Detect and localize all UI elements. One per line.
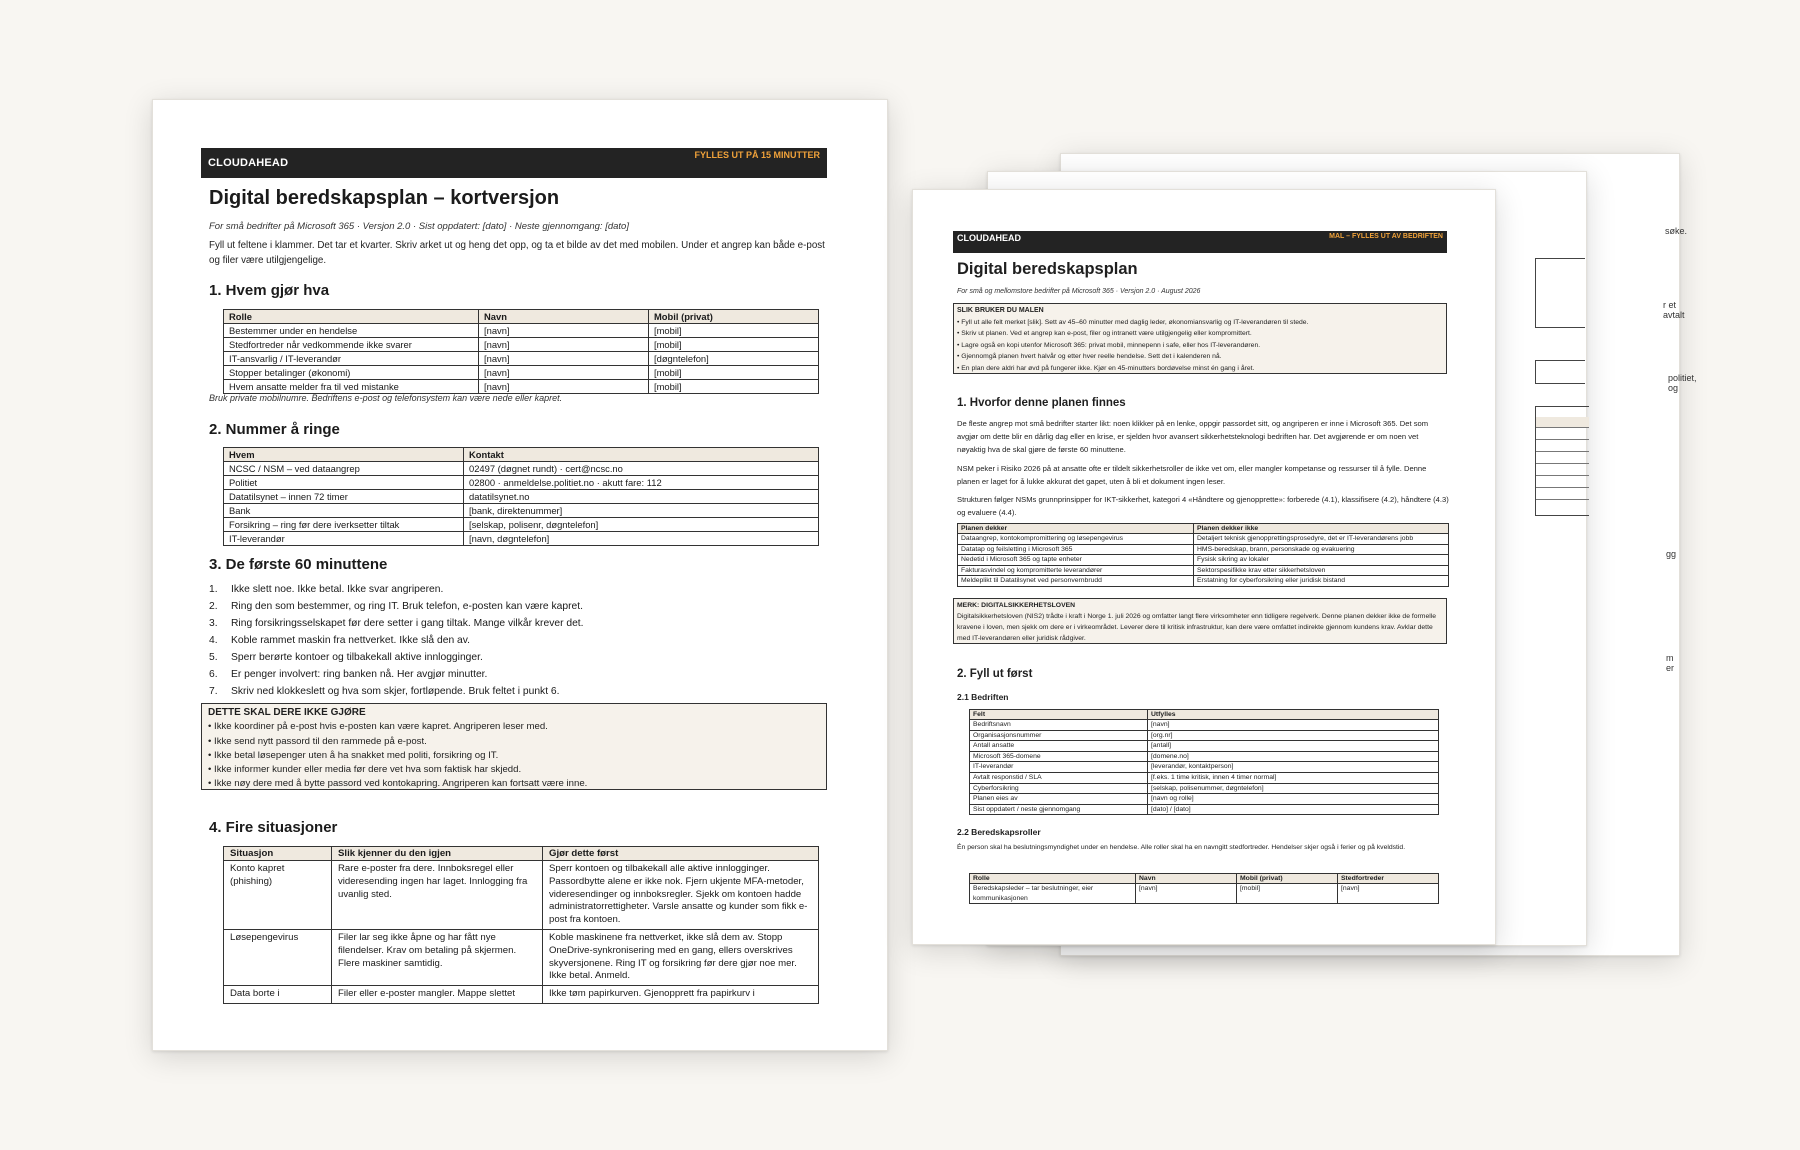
table-cell: [navn] (1136, 884, 1237, 904)
step-text: Ring den som bestemmer, og ring IT. Bruk telefon, e-posten kan være kapret. (231, 601, 583, 612)
header-bar (953, 231, 1447, 253)
table-cell: Avtalt responstid / SLA (970, 772, 1148, 783)
brand-name: CLOUDAHEAD (208, 157, 289, 169)
fragment-text: politiet, og (1668, 373, 1697, 393)
step-number: 5. (209, 652, 218, 663)
table-cell: Sektorspesifikke krav etter sikkerhetsloven (1194, 565, 1449, 576)
step-number: 1. (209, 584, 218, 595)
section-heading: 1. Hvorfor denne planen finnes (957, 397, 1126, 409)
paragraph: De fleste angrep mot små bedrifter starter likt: noen klikker på en lenke, oppgir passordet sitt, og angriperen er inne i Microsoft 365. Det som avgjør om dette blir en dårlig dag eller en krise, er sjelden hvor avansert sikkerhetsteknologi bedriften har. Det avgjørende er om noen vet nøyaktig hva de skal gjøre de første 60 minuttene. (957, 419, 1429, 455)
table-cell: [mobil] (649, 338, 819, 352)
warning-item: • Ikke betal løsepenger uten å ha snakket med politi, forsikring og IT. (208, 749, 499, 761)
table-cell: [navn] (1148, 720, 1439, 731)
table-cell: Ikke tøm papirkurven. Gjenopprett fra papirkurv i (543, 986, 819, 1004)
column-header: Situasjon (224, 847, 332, 861)
table-row (224, 338, 819, 352)
howto-item: • Skriv ut planen. Ved et angrep kan e-post, filer og intranett være utilgjengelig eller kompromittert. (957, 330, 1252, 337)
table-cell: Filer lar seg ikke åpne og har fått nye filendelser. Krav om betaling på skjermen. Flere maskiner samtidig. (332, 929, 543, 985)
table-cell: [mobil] (649, 380, 819, 394)
section-heading: 1. Hvem gjør hva (209, 282, 330, 299)
table-row (970, 783, 1439, 794)
table-cell: IT-leverandør (224, 532, 464, 546)
step-text: Skriv ned klokkeslett og hva som skjer, fortløpende. Bruk feltet i punkt 6. (231, 686, 560, 697)
howto-box (953, 303, 1447, 374)
table-cell: Fakturasvindel og kompromitterte leverandører (958, 565, 1194, 576)
table-cell: Fysisk sikring av lokaler (1194, 555, 1449, 566)
step-text: Ring forsikringsselskapet før dere setter i gang tiltak. Mange vilkår krever det. (231, 618, 584, 629)
table-cell: datatilsynet.no (464, 490, 819, 504)
table-cell: Bedriftsnavn (970, 720, 1148, 731)
column-header: Gjør dette først (543, 847, 819, 861)
howto-item: • En plan dere aldri har øvd på fungerer ikke. Kjør en 45-minutters bordøvelse minst én gang i året. (957, 364, 1255, 372)
table-cell: Microsoft 365-domene (970, 751, 1148, 762)
intro-text: Fyll ut feltene i klammer. Det tar et kvarter. Skriv arket ut og heng det opp, og ta et bilde av det med mobilen. Under et angrep kan både e-post og filer være utilgjengelige. (209, 240, 825, 266)
table-row (224, 504, 819, 518)
table-cell: Stedfortreder når vedkommende ikke svarer (224, 338, 479, 352)
table-cell: [bank, direktenummer] (464, 504, 819, 518)
table-fragment (1535, 406, 1589, 516)
brand-name: CLOUDAHEAD (957, 233, 1021, 243)
table-cell: Datatap og feilsletting i Microsoft 365 (958, 544, 1194, 555)
table-cell: Politiet (224, 476, 464, 490)
roles-table (969, 873, 1439, 904)
notice-box (953, 598, 1447, 644)
table-cell: Cyberforsikring (970, 783, 1148, 794)
contacts-table (223, 447, 819, 546)
table-cell: Data borte i (224, 986, 332, 1004)
table-row (970, 804, 1439, 815)
table-cell: [navn] (479, 352, 649, 366)
table-cell: Filer eller e-poster mangler. Mappe slettet (332, 986, 543, 1004)
table-cell: [selskap, polisenr, døgntelefon] (464, 518, 819, 532)
company-table (969, 709, 1439, 815)
table-cell: 02800 · anmeldelse.politiet.no · akutt fare: 112 (464, 476, 819, 490)
table-row (970, 794, 1439, 805)
table-row (958, 534, 1449, 545)
warning-item: • Ikke send nytt passord til den rammede på e-post. (208, 735, 427, 747)
table-cell: Detaljert teknisk gjenopprettingsprosedyre, det er IT-leverandørens jobb (1194, 534, 1449, 545)
table-row (224, 986, 819, 1004)
table-row (970, 762, 1439, 773)
fragment-text: gg (1666, 549, 1677, 559)
list-item (209, 598, 584, 615)
table-cell: Koble maskinene fra nettverket, ikke slå dem av. Stopp OneDrive-synkronisering med en gang, ellers overskrives skyversjonene. Ring IT og forsikring før dere gjør noe mer. Ikke betal. Anmeld. (543, 929, 819, 985)
table-cell: Bestemmer under en hendelse (224, 324, 479, 338)
table-cell: Sperr kontoen og tilbakekall alle aktive innlogginger. Passordbytte alene er ikke nok. Fjern ukjente MFA-metoder, videresendinger og innboksregler. Sjekk om kontoen hadde administratorrettigheter. Varsle ansatte og kunder som fikk e-post fra kontoen. (543, 861, 819, 930)
paragraph: Strukturen følger NSMs grunnprinsipper for IKT-sikkerhet, kategori 4 «Håndtere og gjenopprette»: forberede (4.1), klassifisere (4.2), håndtere (4.3) og evaluere (4.4). (957, 495, 1449, 518)
warning-item: • Ikke informer kunder eller media før dere vet hva som faktisk har skjedd. (208, 764, 522, 776)
table-cell: [navn] (479, 380, 649, 394)
table-cell: [leverandør, kontaktperson] (1148, 762, 1439, 773)
column-header: Rolle (224, 310, 479, 324)
header-bar (201, 148, 827, 178)
table-row (224, 324, 819, 338)
table-cell: [navn] (479, 338, 649, 352)
column-header: Utfylles (1148, 710, 1439, 720)
table-cell: Sist oppdatert / neste gjennomgang (970, 804, 1148, 815)
fragment-text: søke. (1665, 226, 1688, 236)
table-cell: Organisasjonsnummer (970, 730, 1148, 741)
table-row (970, 741, 1439, 752)
table-cell: [døgntelefon] (649, 352, 819, 366)
warning-box (201, 703, 827, 790)
list-item (209, 615, 584, 632)
header-tag: MAL – FYLLES UT AV BEDRIFTEN (1329, 233, 1443, 240)
table-cell: [navn] (479, 366, 649, 380)
table-row (224, 490, 819, 504)
table-cell: IT-leverandør (970, 762, 1148, 773)
column-header: Planen dekker ikke (1194, 524, 1449, 534)
subsection-heading: 2.2 Beredskapsroller (957, 827, 1041, 837)
column-header: Mobil (privat) (649, 310, 819, 324)
howto-title: SLIK BRUKER DU MALEN (957, 307, 1044, 314)
section-heading: 2. Nummer å ringe (209, 421, 340, 438)
table-row (224, 532, 819, 546)
section-heading: 4. Fire situasjoner (209, 819, 338, 836)
list-item (209, 683, 584, 700)
table-cell: [f.eks. 1 time kritisk, innen 4 timer normal] (1148, 772, 1439, 783)
table-cell: Løsepengevirus (224, 929, 332, 985)
situations-table (223, 846, 819, 1004)
notice-text: Digitalsikkerhetsloven (NIS2) trådte i kraft i Norge 1. juli 2026 og omfatter langt flere virksomheter enn tidligere regelverk. Denne planen dekker ikke de formelle kravene i loven, men sjekk om dere er i virkeområdet. Leverer dere til kritisk infrastruktur, kan dere være omfattet indirekte gjennom kundens krav. Avklar dette med IT-leverandøren eller juridisk rådgiver. (957, 613, 1437, 642)
step-number: 2. (209, 601, 218, 612)
table-cell: [domene.no] (1148, 751, 1439, 762)
table-cell: [mobil] (649, 324, 819, 338)
kortversjon-page (152, 99, 888, 1051)
warning-item: • Ikke nøy dere med å bytte passord ved kontokapring. Angriperen kan fortsatt være inne. (208, 778, 588, 790)
table-row (958, 544, 1449, 555)
notice-title: MERK: DIGITALSIKKERHETSLOVEN (957, 602, 1076, 609)
column-header: Mobil (privat) (1237, 874, 1338, 884)
table-cell: Konto kapret (phishing) (224, 861, 332, 930)
steps-list (209, 581, 584, 700)
table-row (958, 555, 1449, 566)
table-row (224, 352, 819, 366)
list-item (209, 649, 584, 666)
table-row (958, 576, 1449, 587)
step-number: 6. (209, 669, 218, 680)
table-cell: Antall ansatte (970, 741, 1148, 752)
step-text: Sperr berørte kontoer og tilbakekall aktive innlogginger. (231, 652, 483, 663)
warning-title: DETTE SKAL DERE IKKE GJØRE (208, 707, 366, 718)
table-cell: [navn, døgntelefon] (464, 532, 819, 546)
table-cell: [org.nr] (1148, 730, 1439, 741)
table-cell: Datatilsynet – innen 72 timer (224, 490, 464, 504)
table-cell: IT-ansvarlig / IT-leverandør (224, 352, 479, 366)
column-header: Hvem (224, 448, 464, 462)
box-fragment (1535, 360, 1585, 384)
table-cell: Meldeplikt til Datatilsynet ved personvernbrudd (958, 576, 1194, 587)
full-plan-page (912, 189, 1496, 945)
document-title: Digital beredskapsplan (957, 260, 1138, 278)
document-meta: For små og mellomstore bedrifter på Microsoft 365 · Versjon 2.0 · August 2026 (957, 288, 1201, 295)
table-cell: HMS-beredskap, brann, personskade og evakuering (1194, 544, 1449, 555)
column-header: Planen dekker (958, 524, 1194, 534)
column-header: Slik kjenner du den igjen (332, 847, 543, 861)
table-cell: Dataangrep, kontokompromittering og løsepengevirus (958, 534, 1194, 545)
table-cell: Hvem ansatte melder fra til ved mistanke (224, 380, 479, 394)
howto-item: • Fyll ut alle felt merket [slik]. Sett av 45–60 minutter med daglig leder, økonomiansvarlig og IT-leverandøren til stede. (957, 318, 1309, 326)
table-row (224, 462, 819, 476)
section-heading: 3. De første 60 minuttene (209, 556, 388, 573)
table-row (224, 861, 819, 930)
step-number: 4. (209, 635, 218, 646)
table-row (224, 380, 819, 394)
section-heading: 2. Fyll ut først (957, 668, 1033, 680)
subsection-heading: 2.1 Bedriften (957, 692, 1009, 702)
table-row (970, 884, 1439, 904)
paragraph: Én person skal ha beslutningsmyndighet under en hendelse. Alle roller skal ha en navngitt stedfortreder. Hendelser skjer også i ferier og på kveldstid. (957, 844, 1406, 851)
table-cell: [navn] (1338, 884, 1439, 904)
table-row (970, 730, 1439, 741)
column-header: Rolle (970, 874, 1136, 884)
table-cell: [antall] (1148, 741, 1439, 752)
table-cell: Beredskapsleder – tar beslutninger, eier kommunikasjonen (970, 884, 1136, 904)
column-header: Navn (1136, 874, 1237, 884)
howto-item: • Gjennomgå planen hvert halvår og etter hver reelle hendelse. Sett det i kalenderen nå. (957, 353, 1222, 360)
column-header: Kontakt (464, 448, 819, 462)
document-title: Digital beredskapsplan – kortversjon (209, 187, 560, 209)
table-cell: Erstatning for cyberforsikring eller juridisk bistand (1194, 576, 1449, 587)
table-cell: [navn og rolle] (1148, 794, 1439, 805)
table-cell: Nedetid i Microsoft 365 og tapte enheter (958, 555, 1194, 566)
table-cell: Planen eies av (970, 794, 1148, 805)
table-cell: [navn] (479, 324, 649, 338)
step-text: Koble rammet maskin fra nettverket. Ikke slå den av. (231, 635, 471, 646)
header-tag: FYLLES UT PÅ 15 MINUTTER (694, 150, 820, 160)
box-fragment (1535, 258, 1585, 328)
table-cell: Bank (224, 504, 464, 518)
step-text: Er penger involvert: ring banken nå. Her avgjør minutter. (231, 669, 488, 680)
list-item (209, 632, 584, 649)
table-cell: [selskap, polisenummer, døgntelefon] (1148, 783, 1439, 794)
table-row (224, 366, 819, 380)
table-cell: [mobil] (1237, 884, 1338, 904)
document-meta: For små bedrifter på Microsoft 365 · Versjon 2.0 · Sist oppdatert: [dato] · Neste gjennomgang: [dato] (209, 221, 629, 232)
step-number: 7. (209, 686, 218, 697)
warning-item: • Ikke koordiner på e-post hvis e-posten kan være kapret. Angriperen leser med. (208, 721, 548, 733)
column-header: Stedfortreder (1338, 874, 1439, 884)
fragment-text: m er (1666, 653, 1675, 673)
list-item (209, 581, 584, 598)
table-row (224, 476, 819, 490)
list-item (209, 666, 584, 683)
roles-table (223, 309, 819, 394)
table-cell: Forsikring – ring før dere iverksetter tiltak (224, 518, 464, 532)
fragment-text: r et avtalt (1663, 300, 1685, 320)
paragraph: NSM peker i Risiko 2026 på at ansatte ofte er tildelt sikkerhetsroller de ikke vet om, eller mangler kompetanse og ressurser til å fylle. Denne planen er laget for å lukke akkurat det gapet, uten å bli et dokument ingen leser. (957, 464, 1427, 487)
column-header: Felt (970, 710, 1148, 720)
table-row (970, 720, 1439, 731)
table-cell: Rare e-poster fra dere. Innboksregel eller videresending ingen har laget. Innlogging fra uvanlig sted. (332, 861, 543, 930)
table-row (224, 518, 819, 532)
table-row (970, 751, 1439, 762)
step-text: Ikke slett noe. Ikke betal. Ikke svar angriperen. (231, 584, 444, 595)
column-header: Navn (479, 310, 649, 324)
table-cell: Stopper betalinger (økonomi) (224, 366, 479, 380)
table-cell: 02497 (døgnet rundt) · cert@ncsc.no (464, 462, 819, 476)
table-note: Bruk private mobilnumre. Bedriftens e-post og telefonsystem kan være nede eller kapret. (209, 393, 563, 403)
howto-item: • Lagre også en kopi utenfor Microsoft 365: privat mobil, minnepenn i safe, eller hos IT-leverandøren. (957, 341, 1261, 349)
table-cell: NCSC / NSM – ved dataangrep (224, 462, 464, 476)
table-cell: [mobil] (649, 366, 819, 380)
table-cell: [dato] / [dato] (1148, 804, 1439, 815)
table-row (958, 565, 1449, 576)
coverage-table (957, 523, 1449, 587)
table-row (970, 772, 1439, 783)
step-number: 3. (209, 618, 218, 629)
table-row (224, 929, 819, 985)
